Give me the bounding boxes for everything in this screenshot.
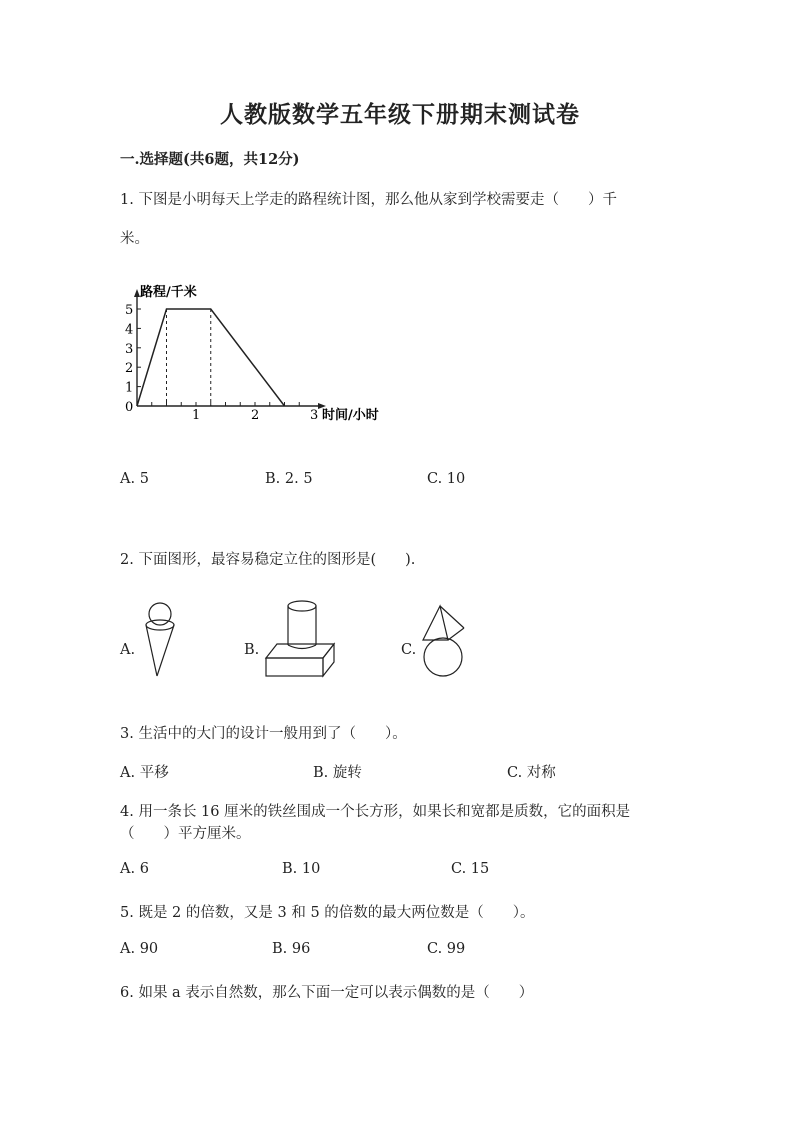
q4-option-c[interactable]: C. 15 — [451, 861, 490, 877]
chart-x-tick-label: 2 — [251, 408, 260, 423]
section-heading: 一.选择题(共6题，共12分) — [120, 151, 300, 168]
q3-option-b[interactable]: B. 旋转 — [313, 765, 362, 781]
q1-option-c[interactable]: C. 10 — [427, 471, 466, 487]
chart-y-tick-label: 4 — [125, 322, 134, 338]
q5-option-c[interactable]: C. 99 — [427, 941, 466, 957]
chart-y-tick-label: 1 — [125, 380, 134, 396]
chart-x-tick-label: 1 — [192, 408, 201, 423]
q1-option-a[interactable]: A. 5 — [120, 471, 149, 487]
distance-time-chart — [110, 278, 410, 428]
q2-option-a[interactable]: A. — [120, 642, 136, 658]
q3-option-c[interactable]: C. 对称 — [507, 765, 556, 781]
q4-option-b[interactable]: B. 10 — [282, 861, 321, 877]
page-title: 人教版数学五年级下册期末测试卷 — [220, 101, 580, 128]
chart-y-tick-label: 3 — [125, 341, 134, 357]
question-2-text: 2. 下面图形，最容易稳定立住的图形是( ). — [120, 552, 416, 568]
chart-y-tick-label: 0 — [125, 400, 134, 415]
question-4-text: 4. 用一条长 16 厘米的铁丝围成一个长方形，如果长和宽都是质数，它的面积是 — [120, 804, 631, 820]
q3-option-a[interactable]: A. 平移 — [120, 765, 169, 781]
q1-option-b[interactable]: B. 2. 5 — [265, 471, 313, 487]
q5-option-a[interactable]: A. 90 — [120, 941, 159, 957]
question-6-text: 6. 如果 a 表示自然数，那么下面一定可以表示偶数的是（ ） — [120, 985, 534, 1001]
question-5-text: 5. 既是 2 的倍数，又是 3 和 5 的倍数的最大两位数是（ ）。 — [120, 905, 535, 921]
cylinder-on-box-figure — [262, 598, 340, 680]
chart-y-label: 路程/千米 — [140, 285, 197, 300]
q4-option-a[interactable]: A. 6 — [120, 861, 149, 877]
q2-option-c[interactable]: C. — [401, 642, 417, 658]
question-1-text: 1. 下图是小明每天上学走的路程统计图，那么他从家到学校需要走（ ）千 — [120, 192, 617, 208]
chart-y-tick-label: 5 — [125, 303, 134, 318]
chart-x-label: 时间/小时 — [322, 408, 379, 423]
chart-x-tick-label: 3 — [310, 408, 319, 423]
chart-y-tick-label: 2 — [125, 361, 134, 377]
cone-on-ball-figure — [418, 602, 472, 678]
ball-on-cone-figure — [136, 600, 186, 680]
q5-option-b[interactable]: B. 96 — [272, 941, 311, 957]
q2-option-b[interactable]: B. — [244, 642, 260, 658]
question-3-text: 3. 生活中的大门的设计一般用到了（ ）。 — [120, 726, 407, 742]
question-1-text-cont: 米。 — [120, 231, 149, 247]
question-4-text-cont: （ ）平方厘米。 — [120, 826, 251, 842]
